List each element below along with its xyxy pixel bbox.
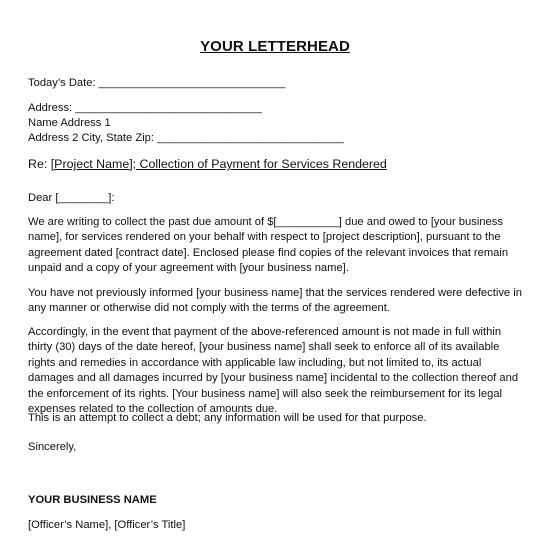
subject-line: [28, 156, 387, 172]
body-paragraph-1: We are writing to collect the past due amount of $[__________] due and owed to [your business name], for services rendered on your behalf with respect to [project description], pursuant to the agreement dated [contract date]. Enclosed please find copies of the relevant invoices that remain unpaid and a copy of your agreement with [your business name].: [28, 216, 509, 275]
address-2-field: Address 2 City, State Zip: ______________________________: [28, 132, 344, 144]
body-paragraph-2: You have not previously informed [your business name] that the services rendered were defective in any manner or otherwise did not comply with the terms of the agreement.: [28, 287, 522, 315]
name-address-1: Name Address 1: [28, 117, 111, 129]
body-paragraph-3: Accordingly, in the event that payment of the above-referenced amount is not made in full within thirty (30) days of the date hereof, [your business name] shall seek to enforce all of its available rights and remedies in accordance with applicable law including, but not limited to, its actual damages and all damages incurred by [your business name] incidental to the collection thereof and the enforcement of its rights. [Your business name] will also seek the reimbursement for its legal expenses related to the collection of amounts due.: [28, 326, 519, 416]
signature-officer: [Officer’s Name], [Officer’s Title]: [28, 519, 186, 531]
signature-business-name: YOUR BUSINESS NAME: [28, 494, 157, 506]
letterhead-title: YOUR LETTERHEAD: [200, 38, 350, 55]
todays-date-field: Today’s Date: ______________________________: [28, 77, 286, 89]
subject-text: [Project Name]; Collection of Payment for Services Rendered: [50, 157, 387, 171]
address-field: Address: ______________________________: [28, 102, 262, 114]
body-paragraph-4: This is an attempt to collect a debt; any information will be used for that purpose.: [28, 412, 427, 424]
closing: Sincerely,: [28, 441, 77, 453]
salutation: Dear [________]:: [28, 192, 115, 204]
subject-prefix: Re:: [28, 157, 51, 171]
